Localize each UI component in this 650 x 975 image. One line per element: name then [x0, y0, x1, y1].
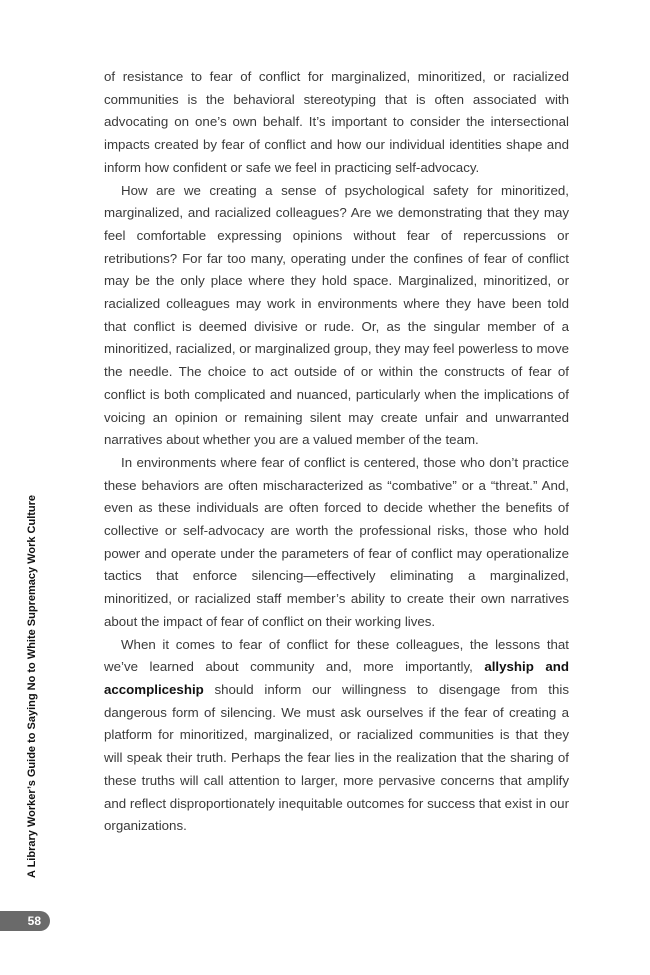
paragraph-2: How are we creating a sense of psychological safety for minoritized, marginalized, and racialized colleagues? Are we demonstrating that they may feel comfortable expressing opinions without fear of repercussions or retributions? For far too many, operating under the confines of fear of conflict may be the only place where they hold space. Marginalized, minoritized, or racialized colleagues may work in environments where they have been told that conflict is deemed divisive or rude. Or, as the singular member of a minoritized, racialized, or marginalized group, they may feel powerless to move the needle. The choice to act outside of or within the constructs of fear of conflict is both complicated and nuanced, particularly when the implications of voicing an opinion or remaining silent may create unfair and unwarranted narratives about whether you are a valued member of the team. [104, 182, 569, 448]
paragraph-3: In environments where fear of conflict is centered, those who don’t practice these behaviors are often mischaracterized as “combative” or a “threat.” And, even as these individuals are often forced to decide whether the benefits of collective or self-advocacy are worth the professional risks, those who hold power and operate under the parameters of fear of conflict may operationalize tactics that enforce silencing—effectively eliminating a marginalized, minoritized, or racialized staff member’s ability to create their own narratives about the impact of fear of conflict on their working lives. [104, 454, 569, 629]
running-title: A Library Worker’s Guide to Saying No to White Supremacy Work Culture [26, 494, 38, 878]
paragraph-4 [104, 634, 569, 838]
paragraph-1: of resistance to fear of conflict for marginalized, minoritized, or racialized communities is the behavioral stereotyping that is often associated with advocating on one’s own behalf. It’s important to consider the intersectional impacts created by fear of conflict and how our individual identities shape and inform how confident or safe we feel in practicing self-advocacy. [104, 69, 569, 175]
paragraph-4-tail: should inform our willingness to disengage from this dangerous form of silencing. We must ask ourselves if the fear of creating a platform for minoritized, marginalized, or racialized communities is that they will speak their truth. Perhaps the fear lies in the realization that the sharing of these truths will call attention to larger, more pervasive concerns that amplify and reflect disproportionately inequitable outcomes for success that exist in our organizations. [104, 681, 569, 834]
body-text [104, 66, 569, 838]
page-number-tab [0, 911, 50, 931]
emphasis-allyship: allyship and accompliceship [104, 659, 569, 697]
paragraph-4-lead: When it comes to fear of conflict for these colleagues, the lessons that we’ve learned about community and, more importantly, [104, 636, 569, 675]
page-number: 58 [27, 914, 41, 928]
